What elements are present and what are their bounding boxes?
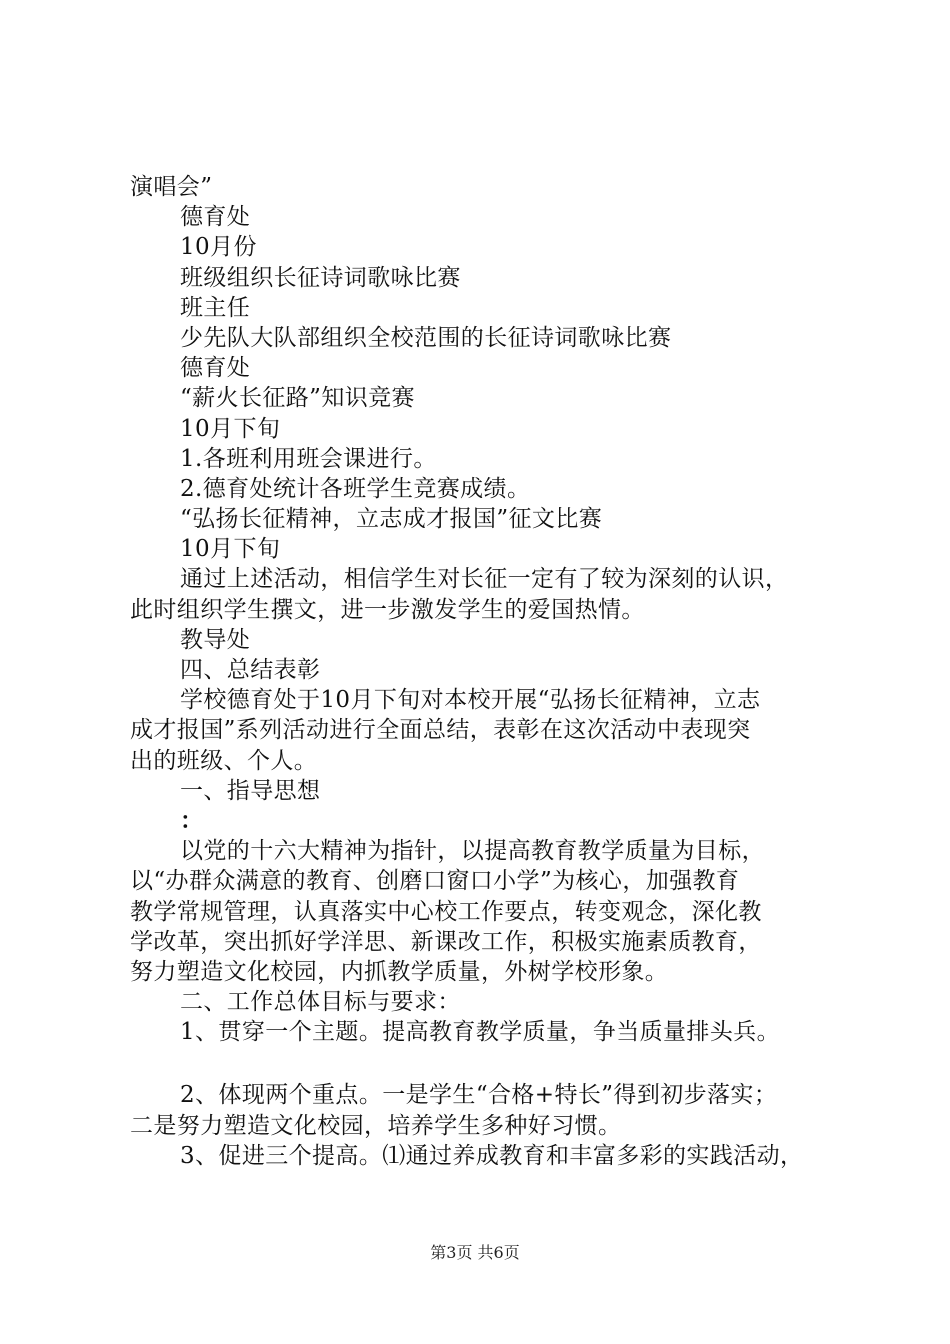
paragraph-line: 成才报国”系列活动进行全面总结，表彰在这次活动中表现突 — [130, 717, 751, 744]
paragraph-line: 出的班级、个人。 — [130, 747, 318, 774]
section-heading: 四、总结表彰 — [180, 657, 321, 683]
paragraph-line: 以“办群众满意的教育、创磨口窗口小学”为核心，加强教育 — [130, 868, 740, 895]
text-line: 2.德育处统计各班学生竞赛成绩。 — [180, 475, 531, 502]
paragraph-line: 此时组织学生撰文，进一步激发学生的爱国热情。 — [130, 596, 645, 623]
text-line: 班级组织长征诗词歌咏比赛 — [180, 264, 461, 291]
text-line: 德育处 — [180, 355, 251, 382]
list-item: 3、促进三个提高。⑴通过养成教育和丰富多彩的实践活动， — [180, 1142, 804, 1169]
paragraph-line: 学改革，突出抓好学洋思、新课改工作，积极实施素质教育， — [130, 928, 762, 955]
text-line: 10月下旬 — [180, 536, 281, 563]
text-line: “弘扬长征精神，立志成才报国”征文比赛 — [180, 506, 603, 533]
text-line: 10月下旬 — [180, 415, 281, 442]
list-item: 2、体现两个重点。一是学生“合格+特长”得到初步落实； — [180, 1082, 778, 1109]
paragraph-line: 努力塑造文化校园，内抓教学质量，外树学校形象。 — [130, 958, 669, 985]
text-line: 教导处 — [180, 626, 251, 653]
text-line: “薪火长征路”知识竞赛 — [180, 385, 415, 412]
text-line: 德育处 — [180, 204, 251, 231]
text-line: 演唱会” — [130, 174, 213, 200]
text-line: 1.各班利用班会课进行。 — [180, 445, 437, 472]
paragraph-line: 二是努力塑造文化校园，培养学生多种好习惯。 — [130, 1112, 622, 1139]
text-line: 班主任 — [180, 294, 251, 321]
text-line: 10月份 — [180, 234, 257, 261]
page-footer — [0, 1240, 950, 1263]
paragraph-line: 教学常规管理，认真落实中心校工作要点，转变观念，深化教 — [130, 898, 762, 925]
text-line: 少先队大队部组织全校范围的长征诗词歌咏比赛 — [180, 324, 672, 351]
text-line: ： — [180, 806, 204, 834]
blank-line — [130, 1047, 830, 1080]
paragraph-first-line: 以党的十六大精神为指针，以提高教育教学质量为目标， — [180, 838, 765, 865]
page-number: 第3页 共6页 — [430, 1243, 520, 1262]
section-heading: 二、工作总体目标与要求： — [180, 989, 461, 1016]
section-heading: 一、指导思想 — [180, 777, 321, 804]
paragraph-first-line: 通过上述活动，相信学生对长征一定有了较为深刻的认识， — [180, 566, 789, 593]
paragraph-first-line: 学校德育处于10月下旬对本校开展“弘扬长征精神，立志 — [180, 687, 761, 714]
document-body — [130, 172, 830, 1171]
list-item: 1、贯穿一个主题。提高教育教学质量，争当质量排头兵。 — [180, 1019, 781, 1046]
